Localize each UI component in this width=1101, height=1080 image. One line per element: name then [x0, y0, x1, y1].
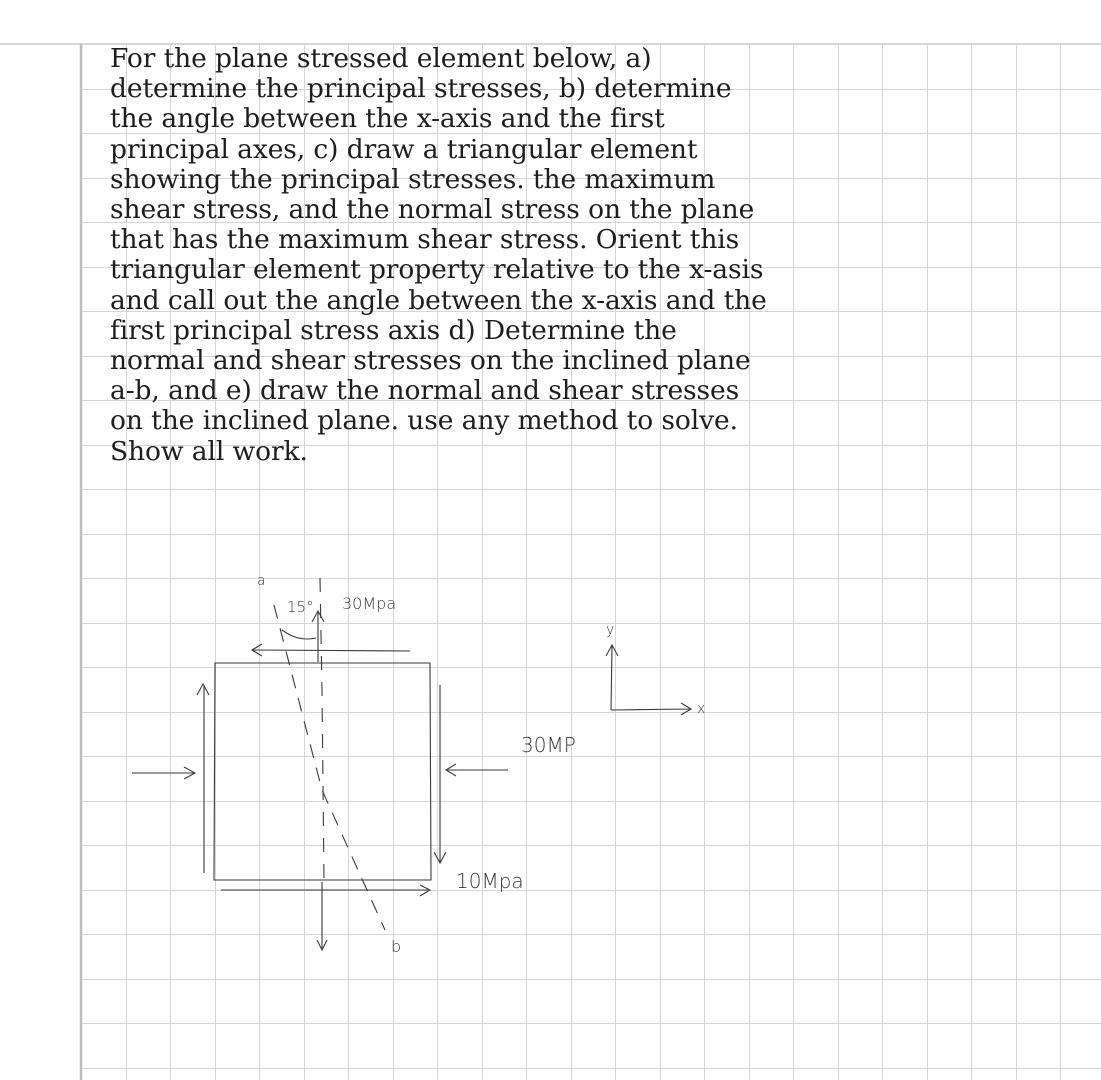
- problem-line: a-b, and e) draw the normal and shear stresses: [110, 375, 740, 407]
- problem-line: normal and shear stresses on the inclined plane: [110, 345, 751, 377]
- left-shear-arrow: [197, 684, 209, 873]
- top-normal-stress-arrow: [312, 611, 324, 662]
- problem-line: and call out the angle between the x-axis and the: [110, 284, 767, 316]
- problem-line: that has the maximum shear stress. Orient this: [110, 224, 740, 256]
- left-normal-stress-arrow: [132, 767, 195, 779]
- problem-line: shear stress, and the normal stress on the plane: [110, 194, 755, 226]
- problem-line: showing the principal stresses. the maximum: [110, 163, 716, 195]
- right-normal-stress-arrow: [446, 764, 508, 776]
- problem-line: principal axes, c) draw a triangular element: [110, 133, 698, 165]
- problem-line: Show all work.: [110, 435, 308, 467]
- right-shear-arrow: [434, 685, 446, 863]
- problem-line: first principal stress axis d) Determine the: [110, 314, 677, 346]
- problem-line: For the plane stressed element below, a): [110, 43, 652, 74]
- angle-arc: [282, 630, 316, 639]
- x-axis: [611, 703, 691, 715]
- shear-stress-label: 10Mpa: [456, 869, 524, 893]
- angle-label: 15°: [287, 598, 314, 616]
- problem-line: on the inclined plane. use any method to solve.: [110, 405, 738, 437]
- point-b-label: b: [391, 937, 402, 956]
- x-axis-label: x: [697, 701, 706, 717]
- bottom-normal-stress-arrow: [317, 882, 327, 950]
- bottom-shear-arrow: [221, 885, 430, 896]
- inclined-plane-ab: [274, 605, 385, 930]
- problem-line: triangular element property relative to the x-asis: [110, 254, 764, 286]
- horizontal-stress-label: 30MP: [521, 733, 576, 757]
- top-shear-arrow: [252, 644, 410, 656]
- y-axis-label: y: [606, 622, 615, 638]
- vertical-stress-label: 30Mpa: [342, 594, 397, 613]
- problem-line: the angle between the x-axis and the first: [110, 103, 665, 135]
- point-a-label: a: [257, 573, 266, 589]
- problem-line: determine the principal stresses, b) determine: [110, 73, 732, 105]
- y-axis: [606, 645, 618, 710]
- vertical-reference-line: [320, 578, 324, 880]
